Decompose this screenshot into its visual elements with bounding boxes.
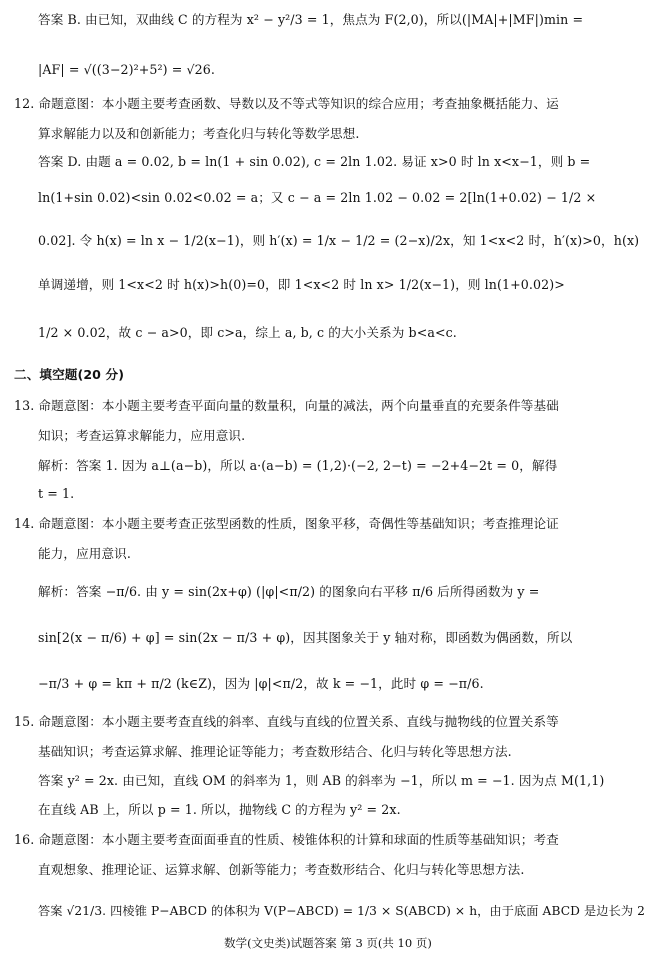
- question-14-intent: 14. 命题意图：本小题主要考查正弦型函数的性质，图象平移，奇偶性等基础知识；考查推理论证: [14, 516, 559, 531]
- question-12-intent: 12. 命题意图：本小题主要考查函数、导数以及不等式等知识的综合应用；考查抽象概括能力、运: [14, 96, 559, 111]
- question-15-intent: 15. 命题意图：本小题主要考查直线的斜率、直线与直线的位置关系、直线与抛物线的位置关系等: [14, 714, 559, 729]
- question-14-answer: 解析：答案 −π/6. 由 y = sin(2x+φ) (|φ|<π/2) 的图象向右平移 π/6 后所得函数为 y =: [38, 584, 540, 599]
- text-line: 单调递增，则 1<x<2 时 h(x)>h(0)=0，即 1<x<2 时 ln x> 1/2(x−1)，则 ln(1+0.02)>: [38, 277, 565, 292]
- question-13-answer: 解析：答案 1. 因为 a⊥(a−b)，所以 a·(a−b) = (1,2)·(−2, 2−t) = −2+4−2t = 0，解得: [38, 458, 558, 473]
- text-line: 能力，应用意识.: [38, 546, 131, 561]
- text-line: t = 1.: [38, 486, 75, 501]
- text-line: 知识；考查运算求解能力，应用意识.: [38, 428, 246, 443]
- question-12-answer: 答案 D. 由题 a = 0.02, b = ln(1 + sin 0.02), c = 2ln 1.02. 易证 x>0 时 ln x<x−1，则 b =: [38, 154, 591, 169]
- text-line: 基础知识；考查运算求解、推理论证等能力；考查数形结合、化归与转化等思想方法.: [38, 744, 512, 759]
- text-line: |AF| = √((3−2)²+5²) = √26.: [38, 62, 216, 77]
- section-heading-fill-in: 二、填空题(20 分): [14, 367, 125, 382]
- text-line: 直观想象、推理论证、运算求解、创新等能力；考查数形结合、化归与转化等思想方法.: [38, 862, 525, 877]
- text-line: ln(1+sin 0.02)<sin 0.02<0.02 = a；又 c − a = 2ln 1.02 − 0.02 = 2[ln(1+0.02) − 1/2 ×: [38, 190, 597, 205]
- text-line: −π/3 + φ = kπ + π/2 (k∈Z)，因为 |φ|<π/2，故 k = −1，此时 φ = −π/6.: [38, 676, 484, 691]
- text-line: 答案 B. 由已知，双曲线 C 的方程为 x² − y²/3 = 1，焦点为 F(2,0)，所以(|MA|+|MF|)min =: [38, 12, 584, 27]
- text-line: sin[2(x − π/6) + φ] = sin(2x − π/3 + φ)，因其图象关于 y 轴对称，即函数为偶函数，所以: [38, 630, 573, 645]
- question-16-intent: 16. 命题意图：本小题主要考查面面垂直的性质、棱锥体积的计算和球面的性质等基础知识；考查: [14, 832, 559, 847]
- question-13-intent: 13. 命题意图：本小题主要考查平面向量的数量积，向量的减法，两个向量垂直的充要条件等基础: [14, 398, 559, 413]
- text-line: 0.02]. 令 h(x) = ln x − 1/2(x−1)，则 h′(x) = 1/x − 1/2 = (2−x)/2x，知 1<x<2 时，h′(x)>0，h(x): [38, 233, 640, 248]
- text-line: 算求解能力以及和创新能力；考查化归与转化等数学思想.: [38, 126, 360, 141]
- text-line: 在直线 AB 上，所以 p = 1. 所以，抛物线 C 的方程为 y² = 2x.: [38, 802, 401, 817]
- page-footer: 数学(文史类)试题答案 第 3 页(共 10 页): [224, 936, 432, 950]
- question-15-answer: 答案 y² = 2x. 由已知，直线 OM 的斜率为 1，则 AB 的斜率为 −1，所以 m = −1. 因为点 M(1,1): [38, 773, 605, 788]
- question-16-answer: 答案 √21/3. 四棱锥 P−ABCD 的体积为 V(P−ABCD) = 1/3 × S(ABCD) × h，由于底面 ABCD 是边长为 2: [38, 904, 645, 918]
- text-line: 1/2 × 0.02，故 c − a>0，即 c>a，综上 a, b, c 的大小关系为 b<a<c.: [38, 325, 457, 340]
